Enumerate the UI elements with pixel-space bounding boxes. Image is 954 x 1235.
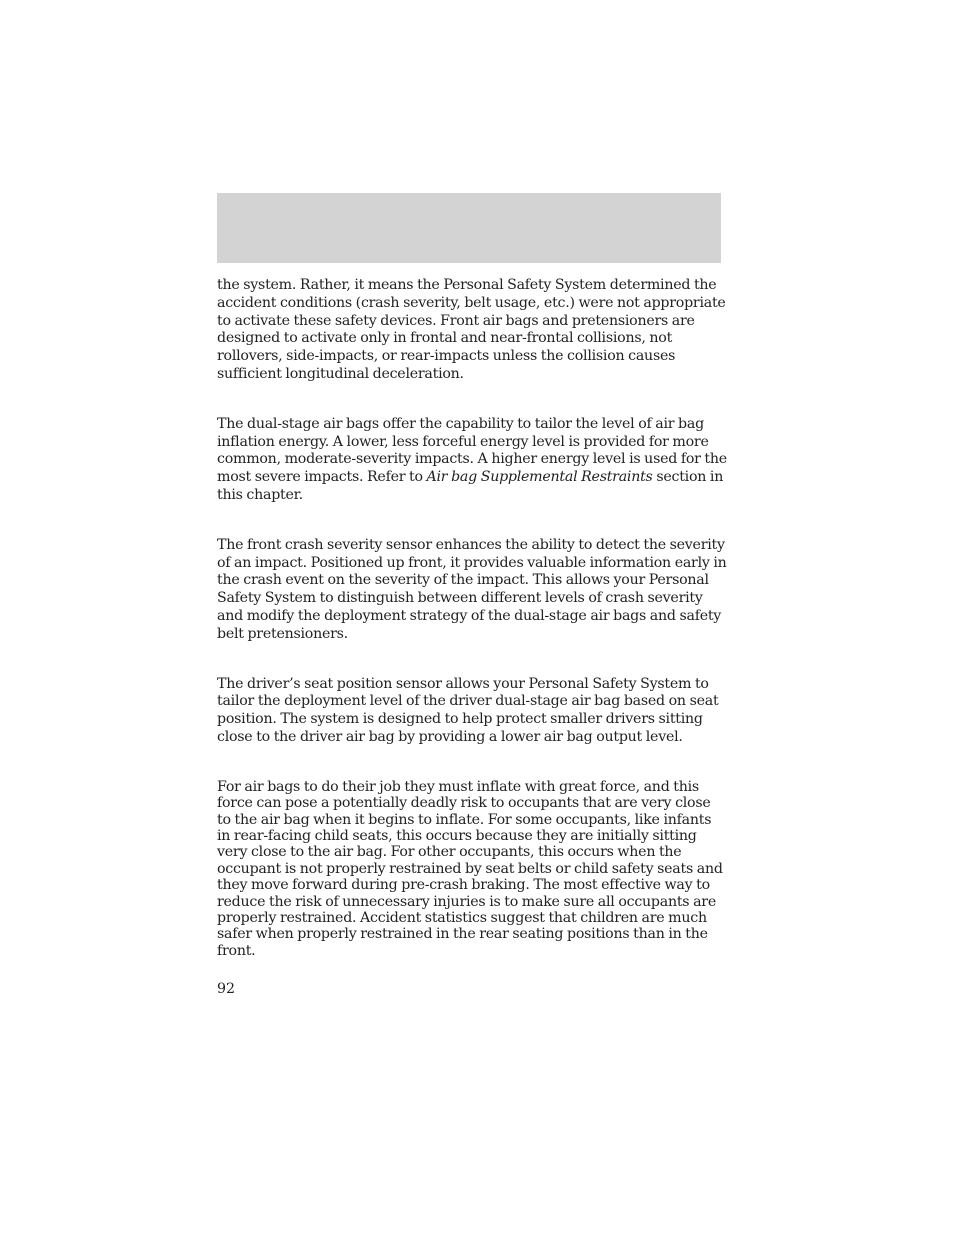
paragraph-dual-stage-text-end: section in this chapter.	[217, 469, 724, 503]
paragraph-dual-stage-text: The dual-stage air bags offer the capability to tailor the level of air bag inflation energy. A lower, less forceful energy level is provided for more common, moderate-severity impacts. A higher energy level is used for the most severe impacts. Refer to	[217, 415, 727, 486]
page-content	[217, 277, 727, 959]
paragraph-seat-position-sensor: The driver’s seat position sensor allows your Personal Safety System to tailor the deployment level of the driver dual-stage air bag based on seat position. The system is designed to help protect smaller drivers sitting close to the driver air bag by providing a lower air bag output level.	[217, 675, 719, 745]
paragraph-system-explanation: the system. Rather, it means the Personal Safety System determined the accident conditions (crash severity, belt usage, etc.) were not appropriate to activate these safety devices. Front air bags and pretensioners are designed to activate only in frontal and near-frontal collisions, not rollovers, side-impacts, or rear-impacts unless the collision causes sufficient longitudinal deceleration.	[217, 277, 726, 382]
paragraph-air-bag-inflation-risk: For air bags to do their job they must inflate with great force, and this force can pose a potentially deadly risk to occupants that are very close to the air bag when it begins to inflate. For some occupants, like infants in rear-facing child seats, this occurs because they are initially sitting very close to the air bag. For other occupants, this occurs when the occupant is not properly restrained by seat belts or child safety seats and they move forward during pre-crash braking. The most effective way to reduce the risk of unnecessary injuries is to make sure all occupants are properly restrained. Accident statistics suggest that children are much safer when properly restrained in the rear seating positions than in the front.	[217, 778, 723, 959]
paragraph-dual-stage-air-bags	[217, 416, 727, 505]
page-number: 92	[217, 981, 236, 997]
paragraph-front-crash-severity-sensor: The front crash severity sensor enhances the ability to detect the severity of an impact. Positioned up front, it provides valuable information early in the crash event on the severity of the impact. This allows your Personal Safety System to distinguish between different levels of crash severity and modify the deployment strategy of the dual-stage air bags and safety belt pretensioners.	[217, 536, 727, 642]
header-band	[217, 193, 721, 263]
cross-reference-air-bag-supplemental-restraints: Air bag Supplemental Restraints	[426, 469, 653, 486]
